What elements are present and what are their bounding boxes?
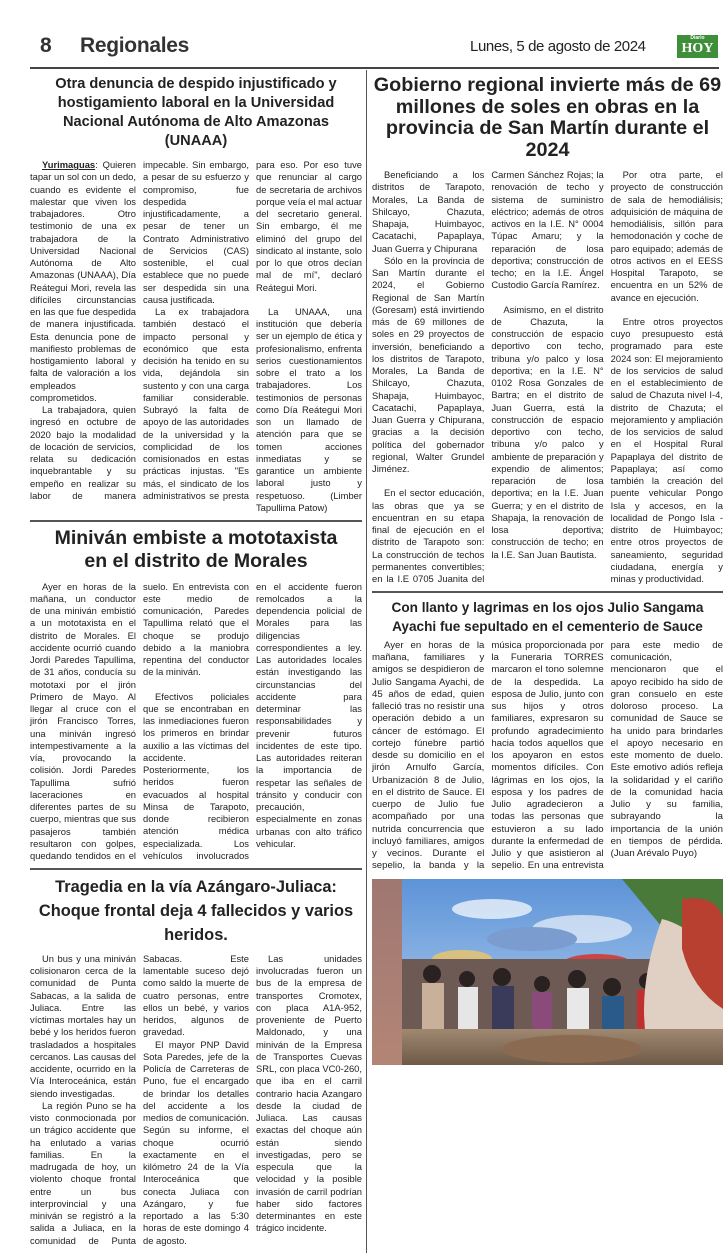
paragraph: En el sector educación, las obras que ya se encuentran en su etapa final de ejecución en el distrito de Tarapoto son: La construcción de techos permanentes convertibles; en la I.E 0705 Juanita del Carmen Sánchez Rojas; la renovación de techo y sistema de suministro eléctrico; además de otros activos en la I.E. N° 0004 Túpac Amaru; y la reparación de losa deportiva; construcción de techo; en la I.E. Ángel Custodio García Ramírez. xyxy=(372,169,604,584)
paragraph: Entre otros proyectos cuyo presupuesto está programado para este 2024 son: El mejoramiento de los servicios de salud en el establecimiento de salud de Chazuta nivel I-4, distrito de Chazuta; el mejoramiento y ampliación de los servicios de salud en el Hospital Rural Papaplaya del distrito de Papaplaya; así como también la creación del puente vehicular Pongo Isla y accesos, en la localidad de Pongo Isla - distrito de Huimbayoc; entre otros proyectos de saneamiento, seguridad ciudadana, energía y minas y productividad. xyxy=(610,315,723,584)
paragraph: El mayor PNP David Sota Paredes, jefe de la Policía de Carreteras de Puno, fue el encargado de brindar los detalles del accidente a los medios de comunicación. Según su informe, el choque ocurrió exactamente en el kilómetro 24 de la Vía Interoceánica que conecta Juliaca con Azángaro, y fue reportado a las 5:30 horas de este domingo 4 de agosto. xyxy=(143,1038,249,1246)
logo-big-text: HOY xyxy=(681,41,714,56)
paragraph: La región Puno se ha visto conmocionada por un trágico accidente que ha enlutado a varias familias. En la madrugada de hoy, un violento choque frontal entre un bus interprovincial y una miniván se registró a la salida a Juliaca, en la comunidad de Punta Sabacas. Este lamentable suceso dejó como saldo la muerte de cuatro personas, entre ellos un bebé, y varios heridos, algunos de gravedad. xyxy=(30,952,249,1246)
article-sangama xyxy=(372,593,723,1071)
article-body xyxy=(372,640,723,873)
article-gobierno xyxy=(372,70,723,591)
paragraph: Las unidades involucradas fueron un bus de la empresa de transportes Cromotex, con placa A1A-952, proveniente de Puerto Maldonado, y una miniván de la Empresa de Transportes Cuevas SRL, con placa VC0-260, que iba en el carril contrario hacia Azangaro desde la ciudad de Juliaca. Las causas exactas del choque aún están siendo investigadas, pero se especula que la velocidad y la posible invasión de carril podrían haber sido factores determinantes en este trágico incidente. xyxy=(256,952,362,1234)
paragraph: Beneficiando a los distritos de Tarapoto, Morales, La Banda de Shilcayo, Chazuta, Shapaja, Huimbayoc, Cacatachi, Papaplaya, Juan Guerra y Chipurana xyxy=(372,169,485,254)
paragraph: La UNAAA, una institución que debería ser un ejemplo de ética y profesionalismo, enfrenta serios cuestionamientos sobre el trato a los trabajadores. Los testimonios de personas como Día Reátegui Mori son un llamado de atención para que se tomen acciones inmediatas y se garantice un ambiente laboral justo y respetuoso. (Limber Tapullima Patow) xyxy=(256,305,362,513)
newspaper-logo xyxy=(677,35,718,58)
article-headline: Tragedia en la vía Azángaro-Juliaca: Choque frontal deja 4 fallecidos y varios heridos. xyxy=(38,877,354,944)
funeral-scene-image xyxy=(372,879,723,1065)
paragraph: Por otra parte, el proyecto de construcción de sala de hemodiálisis; adquisición de máquina de hemodiálisis, sillón para hemodonación y coche de paro equipado; además de otros activos en el EESS Hospital Tarapoto, se encuentra en un 52% de avance en ejecución. xyxy=(610,169,723,303)
funeral-photo xyxy=(372,879,723,1065)
paragraph: Ayer en horas de la mañana, un conductor de una miniván embistió a un mototaxista en el distrito de Morales. El accidente ocurrió cuando Jordi Paredes Tapullima, de 31 años, conducía su mototaxi por el jirón Primero de Mayo. Al llegar al cruce con el jirón Francisco Torres, una miniván ingresó intempestivamente a la vía, provocando la colisión. Jordi Paredes Tapullima sufrió laceraciones en diferentes partes de su cuerpo, mientras que sus pasajeros también resultaron con golpes, quedando tendidos en el suelo. En entrevista con este medio de comunicación, Paredes Tapullima relató que el choque se produjo debido a la maniobra repentina del conductor de la miniván. xyxy=(30,580,249,861)
paragraph: La ex trabajadora también destacó el impacto personal y económico que esta decisión ha tenido en su vida, dejándola sin sustento y con una carga familiar considerable. Subrayó la falta de apoyo de las autoridades de la universidad y la complicidad de los comisionados en estas prácticas injustas. "Es más, el sindicato de los administrativos se presta para eso. Por eso tuve que renunciar al cargo de secretaria de archivos porque veía el mal actuar del secretario general. Sin embargo, él me eliminó del grupo del sindicato al instante, solo por lo que otros decían mal de mí", declaró Reátegui Mori. xyxy=(143,159,362,501)
header-rule xyxy=(30,67,719,69)
logo-small-text: Diario xyxy=(690,35,705,41)
article-minivan xyxy=(30,522,362,869)
paragraph: : Quieren tapar un sol con un dedo, cuando es evidente el malestar que viven los trabajadores. Otro testimonio de una ex trabajadora de la Universidad Nacional Autónoma de Alto Amazonas (UNAAA), Día Reátegui Mori, revela las difíciles circunstancias en las que fue despedida de manera injustificada. Esta denuncia pone de manifiesto problemas de hostigamiento laboral y falta de valoración a los empleados comprometidos. xyxy=(30,159,136,403)
article-lead-place: Yurimaguas xyxy=(42,159,96,170)
article-tragedia xyxy=(30,870,362,1253)
paragraph: Asimismo, en el distrito de Chazuta, la construcción de espacio deportivo con techo, tribuna y/o palco y losa deportiva; en la I.E. N° 0102 Rosa Gonzales de Bartra; en el distrito de Juan Guerra, está la construcción de espacio deportivo con techo, tribuna y/o palco y ambiente de preparación y expendio de alimentos; reparación de losa deportiva; en la I.E. Juan Guerra; y en el distrito de Shapaja, la renovación de losa deportiva; construcción de techo; en la I.E. San Juan Bautista. xyxy=(491,303,604,560)
paragraph: La trabajadora, quien ingresó en octubre de 2020 bajo la modalidad de locación de servicios, relata su dedicación inquebrantable y su empeño en realizar su labor de manera impecable. Sin embargo, a pesar de su esfuerzo y compromiso, fue despedida injustificadamente, a pesar de tener un Contrato Administrativo de Servicios (CAS) sostenible, el cual establece que no puede ser despedida sin una causa justificada. xyxy=(30,159,249,501)
article-body xyxy=(30,953,362,1247)
page-header xyxy=(0,0,723,70)
article-body xyxy=(372,169,723,585)
article-body xyxy=(30,581,362,863)
paragraph: Efectivos policiales que se encontraban en las inmediaciones fueron los primeros en brindar auxilio a las víctimas del accidente. Posteriormente, los heridos fueron evacuados al hospital Minsa de Tarapoto, donde recibieron atención médica especializada. Los vehículos involucrados en el accidente fueron remolcados a la dependencia policial de Morales para las diligencias correspondientes a ley. Las autoridades locales están investigando las circunstancias del accidente para determinar las responsabilidades y prevenir futuros incidentes de este tipo. Las autoridades reiteran la importancia de respetar las señales de tránsito y conducir con precaución, especialmente en zonas urbanas con alto tráfico vehicular. xyxy=(143,580,362,861)
article-headline: Miniván embiste a mototaxista en el distrito de Morales xyxy=(54,526,338,572)
left-column xyxy=(30,70,367,1253)
paragraph: Un bus y una miniván colisionaron cerca de la comunidad de Punta Sabacas, a la salida de Juliaca. Entre las víctimas mortales hay un bebé y los heridos fueron trasladados a hospitales cercanos. Las causas del accidente, ocurrido en la Vía Interoceánica, están siendo investigadas. xyxy=(30,952,136,1099)
paragraph: Sólo en la provincia de San Martín durante el 2024, el Gobierno Regional de San Martín (Goresam) está invirtiendo más de 69 millones de soles en 29 proyectos de inversión, beneficiando a los distritos de Tarapoto, Morales, La Banda de Shilcayo, Chazuta, Shapaja, Huimbayoc, Cacatachi, Papaplaya, Juan Guerra y Chipurana, gracias a la decisión política del gobernador regional, Walter Grundel Jiménez. xyxy=(372,254,485,474)
article-headline: Con llanto y lagrimas en los ojos Julio Sangama Ayachi fue sepultado en el cementerio de Sauce xyxy=(391,599,704,634)
right-column xyxy=(367,70,723,1253)
article-unaaa xyxy=(30,70,362,520)
page-number: 8 xyxy=(40,34,52,57)
paragraph: Ayer en horas de la mañana, familiares y amigos se despidieron de Julio Sangama Ayachi, de 45 años de edad, quien falleció tras no resistir una operación debido a un cáncer de estómago. El cortejo fúnebre partió desde su domicilio en el jirón Arnulfo García, Urbanización 8 de Julio, en el distrito de Sauce. El cuerpo de Julio fue acompañado por una nutrida concurrencia que incluyó familiares, amigos y vecinos. Durante el sepelio, la banda y la música proporcionada por la Funeraria TORRES marcaron el tono solemne de la despedida. La esposa de Julio, junto con sus hijos y otros familiares, expresaron su profundo agradecimiento hacia todos aquellos que los apoyaron en estos momentos difíciles. Con lágrimas en los ojos, la esposa y los padres de Julio agradecieron a todas las personas que estuvieron a su lado durante la enfermedad de Julio y que asistieron al sepelio. En una entrevista para este medio de comunicación, mencionaron que el apoyo recibido ha sido de gran consuelo en este doloroso proceso. La comunidad de Sauce se ha unido para brindarles el apoyo necesario en este momento de duelo. Este emotivo adiós refleja la solidaridad y el cariño de la comunidad hacia Julio y su familia, subrayando la importancia de la unión en tiempos de pérdida. (Juan Arévalo Puyo) xyxy=(372,639,723,872)
article-headline: Gobierno regional invierte más de 69 millones de soles en obras en la provincia de San Martín durante el 2024 xyxy=(373,74,722,161)
section-title: Regionales xyxy=(80,34,190,57)
issue-date: Lunes, 5 de agosto de 2024 xyxy=(470,38,646,55)
article-headline: Otra denuncia de despido injustificado y hostigamiento laboral en la Universidad Nacional Autónoma de Alto Amazonas (UNAAA) xyxy=(55,76,337,149)
page-layout xyxy=(0,70,723,1253)
article-body xyxy=(30,159,362,514)
